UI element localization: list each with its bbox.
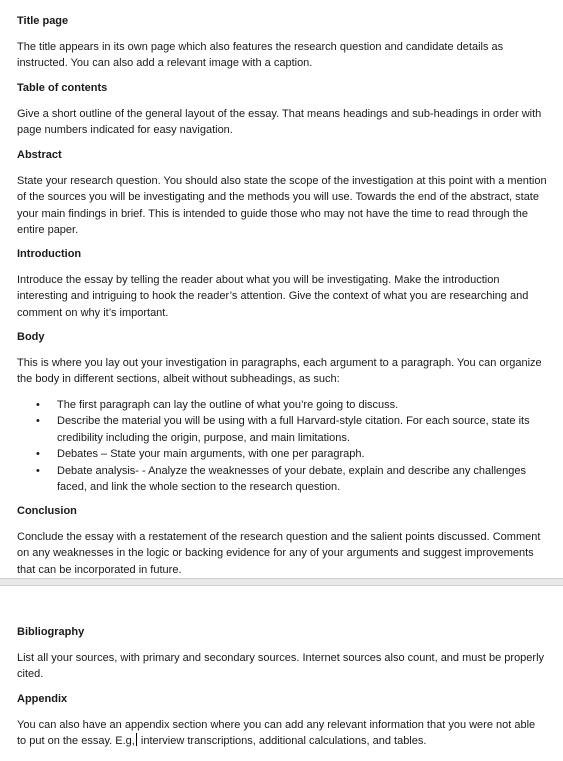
section-conclusion <box>17 503 547 578</box>
section-heading: Conclusion <box>17 505 77 517</box>
section-paragraph: Conclude the essay with a restatement of the research question and the salient points discussed. Comment on any weaknesses in the logic or backing evidence for any of your arguments and suggest improvements that can be incorporated in future. <box>17 530 541 576</box>
bullet-list <box>17 397 547 496</box>
section-heading: Introduction <box>17 248 82 260</box>
section-heading: Body <box>17 331 45 343</box>
paragraph-text-before-cursor: You can also have an appendix section where you can add any relevant information that you were not able to put on the essay. E.g, <box>17 718 536 747</box>
section-table-of-contents <box>17 80 547 139</box>
section-title-page <box>17 13 547 72</box>
document-page-2[interactable] <box>0 586 563 761</box>
bullet-icon: • <box>36 398 40 411</box>
section-paragraph <box>17 717 547 750</box>
section-introduction <box>17 246 547 321</box>
section-paragraph: State your research question. You should also state the scope of the investigation at this point with a mention of the sources you will be investigating and the methods you will use. Towards the end of the abstract, state your main findings in brief. This is intended to guide those who may not have the time to read through the entire paper. <box>17 174 547 236</box>
section-heading: Title page <box>17 15 69 27</box>
bullet-item <box>17 413 547 446</box>
section-heading: Abstract <box>17 149 62 161</box>
section-paragraph: List all your sources, with primary and secondary sources. Internet sources also count, and must be properly cited. <box>17 651 545 680</box>
section-abstract <box>17 147 547 239</box>
section-paragraph: Introduce the essay by telling the reader about what you will be investigating. Make the introduction interesting and intriguing to hook the reader’s attention. Give the context of what you are researching and comment on why it’s important. <box>17 273 529 319</box>
page-break-separator <box>0 578 563 586</box>
section-paragraph: The title appears in its own page which also features the research question and candidate details as instructed. You can also add a relevant image with a caption. <box>17 40 504 69</box>
section-heading: Table of contents <box>17 82 108 94</box>
bullet-item <box>17 463 547 496</box>
bullet-text: Debates – State your main arguments, with one per paragraph. <box>57 448 365 460</box>
bullet-text: Describe the material you will be using with a full Harvard-style citation. For each source, state its credibility including the origin, purpose, and main limitations. <box>57 415 530 444</box>
paragraph-text-after-cursor: interview transcriptions, additional calculations, and tables. <box>137 735 427 747</box>
section-body <box>17 329 547 496</box>
bullet-icon: • <box>36 415 40 427</box>
section-bibliography <box>17 624 547 683</box>
section-paragraph: Give a short outline of the general layout of the essay. That means headings and sub-headings in order with page numbers indicated for easy navigation. <box>17 107 542 136</box>
bullet-icon: • <box>36 464 40 477</box>
bullet-text: Debate analysis- - Analyze the weaknesses of your debate, explain and describe any challenges faced, and link the whole section to the research question. <box>57 464 527 493</box>
section-appendix <box>17 691 547 750</box>
bullet-text: The first paragraph can lay the outline of what you’re going to discuss. <box>57 398 399 411</box>
bullet-icon: • <box>36 448 40 460</box>
section-heading: Bibliography <box>17 626 85 638</box>
bullet-item <box>17 397 547 414</box>
section-paragraph: This is where you lay out your investigation in paragraphs, each argument to a paragraph. You can organize the body in different sections, albeit without subheadings, as such: <box>17 356 542 385</box>
bullet-item <box>17 446 547 463</box>
section-heading: Appendix <box>17 693 68 705</box>
text-cursor-icon <box>136 733 137 746</box>
